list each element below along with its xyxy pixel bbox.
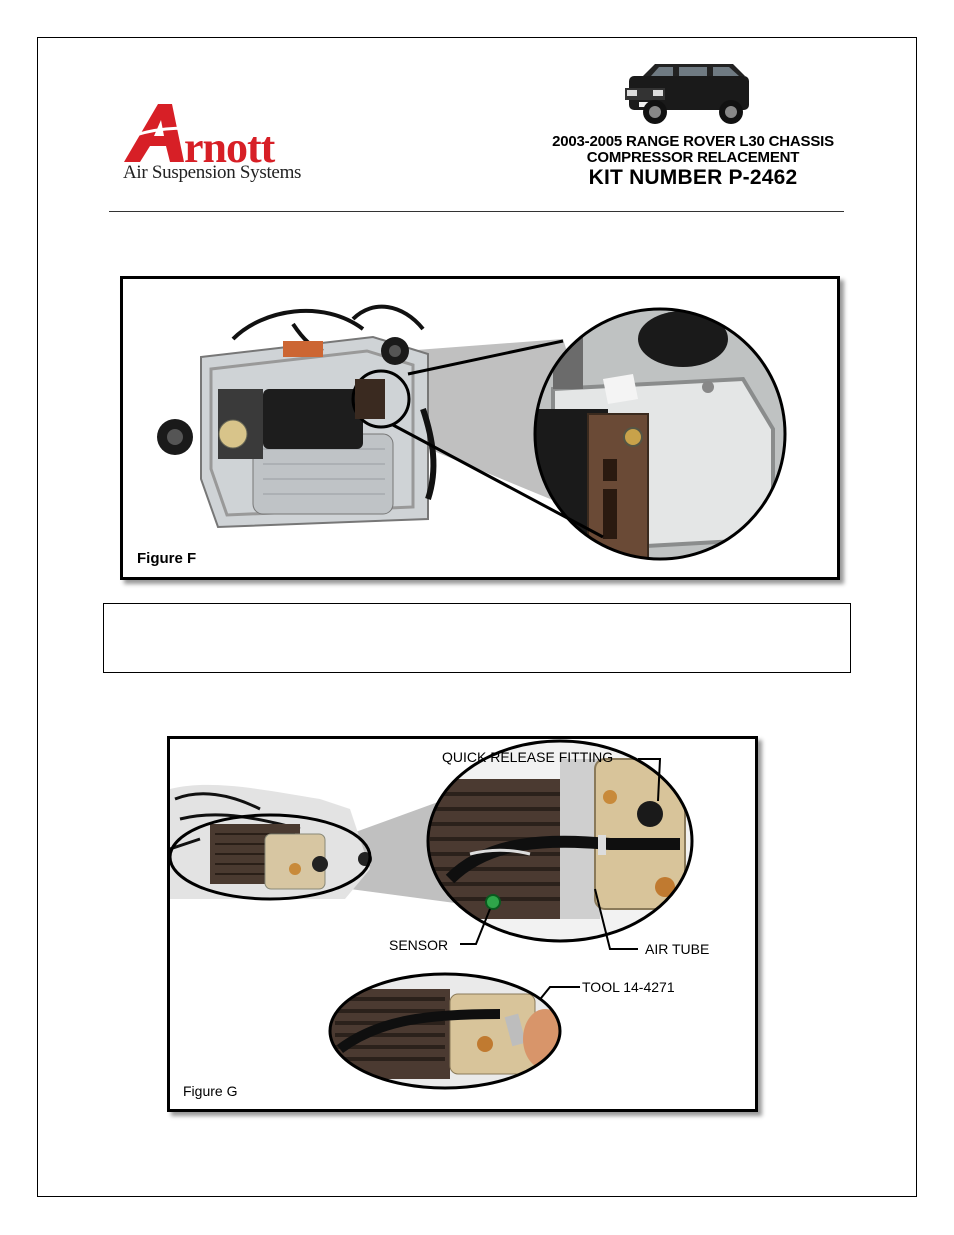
figure-f [120, 276, 840, 580]
label-air-tube: AIR TUBE [645, 941, 710, 957]
figure-g-photo [170, 739, 755, 1109]
kit-number: KIT NUMBER P-2462 [588, 166, 798, 189]
arnott-logo [120, 100, 320, 190]
arnott-logo-wordmark-icon [120, 100, 320, 170]
title-line-2: COMPRESSOR RELACEMENT [586, 149, 800, 166]
svg-text:rnott: rnott [184, 123, 275, 170]
figure-f-photo [123, 279, 837, 577]
note-box [103, 603, 851, 673]
header-divider [109, 211, 844, 212]
label-tool: TOOL 14-4271 [582, 979, 675, 995]
figure-g [167, 736, 758, 1112]
label-sensor: SENSOR [389, 937, 449, 953]
label-quick-release-fitting: QUICK RELEASE FITTING [442, 749, 614, 765]
title-line-1: 2003-2005 RANGE ROVER L30 CHASSIS [552, 133, 834, 150]
figure-g-caption: Figure G [183, 1083, 238, 1099]
range-rover-car-image [615, 60, 770, 128]
document-title-block [520, 134, 866, 190]
logo-tagline: Air Suspension Systems [123, 162, 302, 183]
figure-f-caption: Figure F [137, 550, 197, 567]
